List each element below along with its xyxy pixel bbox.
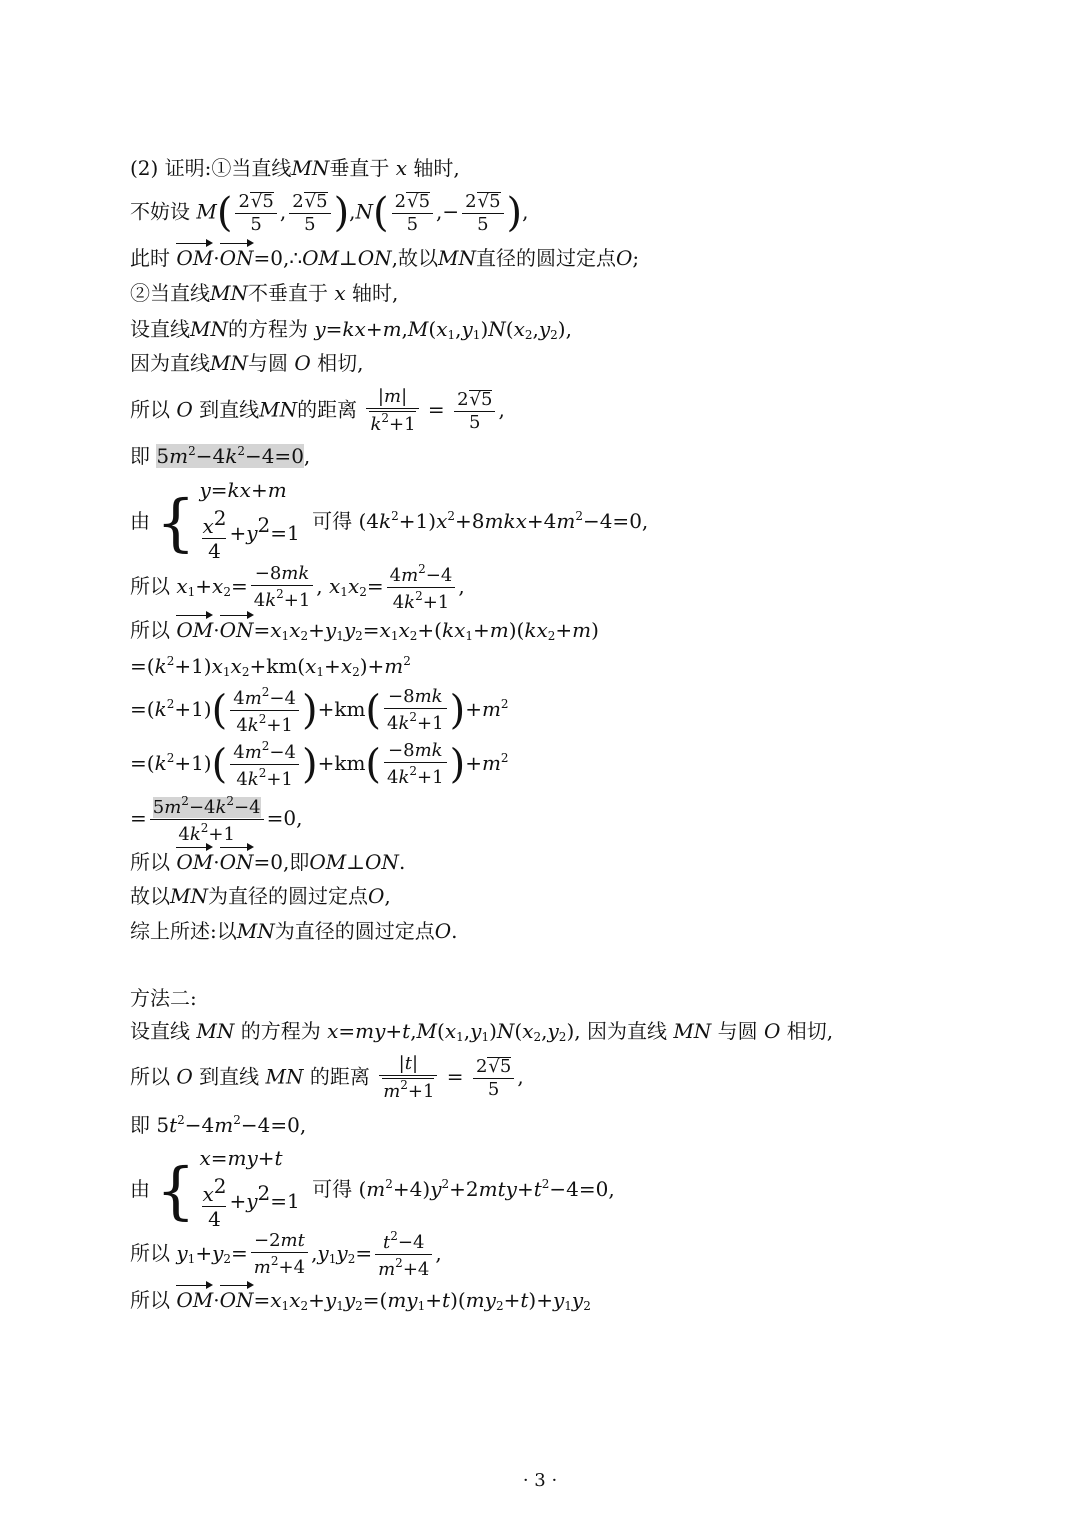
text-line: 即 $5t^2-4m^2-4=0$,: [130, 1113, 307, 1137]
page-number: · 3 ·: [522, 1470, 558, 1491]
text-line: 设直线 MN 的方程为 $x=my+t,M(x_1,y_1)N(x_2,y_2)$, 因为直线 MN 与圆 O 相切,: [130, 1019, 834, 1044]
text-line: 综上所述:以MN为直径的圆过定点O.: [130, 919, 458, 943]
text-line: (2) 证明:①当直线MN垂直于 x 轴时,: [130, 156, 460, 180]
text-line: 由 { x=my+t $\frac{x2}{4}$ +y2=1 可得 $(m^2+4)y^2+2mty+t^2-4=0$,: [130, 1146, 615, 1231]
text-line: 即 $5m^2-4k^2-4=0$,: [130, 444, 311, 468]
text-line: 所以 $OM\cdot ON=x_1x_2+y_1y_2=(my_1+t)(my_2+t)+y_1y_2$: [130, 1288, 591, 1313]
text-line: 所以 $x_1+x_2=$ $\frac{-8mk}{4k^2+1}$ , $x_1x_2=$ $\frac{4m^2-4}{4k^2+1}$ ,: [130, 562, 465, 613]
text-line: 故以MN为直径的圆过定点O,: [130, 884, 391, 908]
text-line: 所以 O 到直线 MN 的距离 $\frac{|t|}{m^2+1}$ = $\frac{2√5}{5}$ ,: [130, 1053, 524, 1102]
text-line: $=(k^2+1)$( $\frac{4m^2-4}{4k^2+1}$ )+km( $\frac{-8mk}{4k^2+1}$ )$+m^2$: [130, 739, 509, 790]
text-line: $=(k^2+1)x_1x_2+km(x_1+x_2)+m^2$: [130, 654, 411, 679]
text-line: = $\frac{5m^2-4k^2-4}{4k^2+1}$ =0,: [130, 794, 303, 845]
text-line: 设直线MN的方程为 $y=kx+m,M(x_1,y_1)N(x_2,y_2)$,: [130, 317, 572, 342]
text-line: 所以 OM·ON=0,即OM⊥ON.: [130, 850, 406, 874]
text-line: 因为直线MN与圆 O 相切,: [130, 351, 364, 375]
text-line: 所以 $y_1+y_2=$ $\frac{-2mt}{m^2+4}$ $,y_1y_2=$ $\frac{t^2-4}{m^2+4}$ ,: [130, 1229, 442, 1280]
text-line: 不妨设 M( $\frac{2√5}{5}$ , $\frac{2√5}{5}$ ),N( $\frac{2√5}{5}$ ,− $\frac{2√5}{5}$ ),: [130, 190, 529, 236]
text-line: $=(k^2+1)$( $\frac{4m^2-4}{4k^2+1}$ )+km( $\frac{-8mk}{4k^2+1}$ )$+m^2$: [130, 685, 509, 736]
text-line: 此时 OM·ON=0,∴OM⊥ON,故以MN直径的圆过定点O;: [130, 246, 640, 270]
text-line: ②当直线MN不垂直于 x 轴时,: [130, 281, 399, 305]
text-line: 由 { y=kx+m $\frac{x2}{4}$ +y2=1 可得 $(4k^2+1)x^2+8mkx+4m^2-4=0$,: [130, 478, 649, 563]
text-line: 方法二:: [130, 986, 197, 1010]
text-line: 所以 O 到直线MN的距离 $\frac{|m|}{k^2+1}$ = $\frac{2√5}{5}$ ,: [130, 386, 505, 435]
text-line: 所以 $OM\cdot ON=x_1x_2+y_1y_2=x_1x_2+(kx_1+m)(kx_2+m)$: [130, 618, 599, 643]
